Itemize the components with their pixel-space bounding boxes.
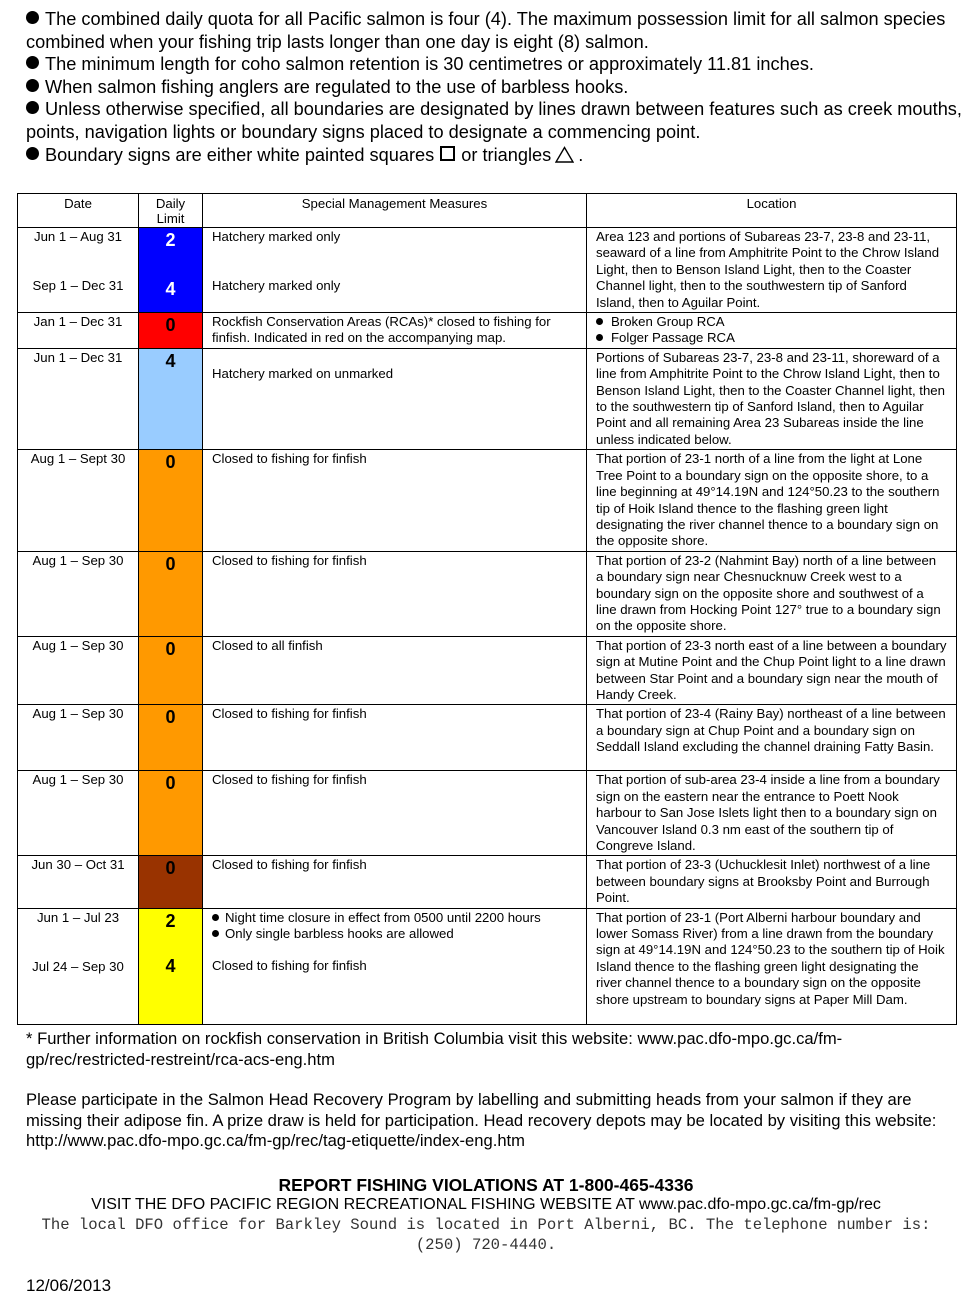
date-cell: Jun 1 – Aug 31 Sep 1 – Dec 31 <box>18 228 139 313</box>
bullet-dot-icon <box>26 56 39 69</box>
bullet-boundary-signs: Boundary signs are either white painted squares or triangles . <box>26 144 966 167</box>
measure-cell: Closed to fishing for finfish <box>203 771 587 856</box>
rca-list-item: Folger Passage RCA <box>596 330 947 346</box>
date-cell: Jan 1 – Dec 31 <box>18 313 139 349</box>
bullet-dot-icon <box>596 318 603 325</box>
table-row <box>18 705 957 771</box>
bullet-dot-icon <box>596 334 603 341</box>
limit-cell: 0 <box>139 705 203 771</box>
bullet-coho-length: The minimum length for coho salmon retention is 30 centimetres or approximately 11.81 inches. <box>26 53 966 76</box>
square-outline-icon <box>440 146 455 161</box>
table-header-row <box>18 194 957 228</box>
rca-list-item: Broken Group RCA <box>596 314 947 330</box>
measure-cell: Closed to fishing for finfish <box>203 856 587 908</box>
head-recovery-note: Please participate in the Salmon Head Recovery Program by labelling and submitting heads from your salmon if they are missing their adipose fin. A prize draw is held for participation. Head recovery depots may be located by visiting this website: http://www.pac.dfo-mpo.gc.ca/fm-gp/rec/tag-etiquette/index-eng.htm <box>26 1090 937 1150</box>
intro-bullets <box>26 8 966 166</box>
bullet-dot-icon <box>26 147 39 160</box>
location-cell: Area 123 and portions of Subareas 23-7, 23-8 and 23-11, seaward of a line from Amphitrite Point to the Chrow Island Light, then to Benson Island Light, then to the Coaster Channel light, then to the southwestern tip of Sanford Island, then to Aguilar Point. <box>587 228 957 313</box>
measure-cell: Closed to fishing for finfish <box>203 551 587 636</box>
location-cell <box>587 313 957 349</box>
date-cell: Aug 1 – Sep 30 <box>18 771 139 856</box>
measure-cell: Hatchery marked on unmarked <box>203 348 587 449</box>
header-location: Location <box>587 194 957 228</box>
date-cell: Jun 1 – Jul 23 Jul 24 – Sep 30 <box>18 908 139 1024</box>
location-cell: That portion of sub-area 23-4 inside a line from a boundary sign on the eastern near the entrance to Poett Nook harbour to San Jose Islets light then to a boundary sign on Vancouver Island 0.3 nm east of the southern tip of Congreve Island. <box>587 771 957 856</box>
document-date: 12/06/2013 <box>26 1276 112 1295</box>
measure-cell: Closed to fishing for finfish <box>203 450 587 551</box>
table-row <box>18 771 957 856</box>
table-row <box>18 856 957 908</box>
bullet-dot-icon <box>26 79 39 92</box>
header-daily-limit: Daily Limit <box>139 194 203 228</box>
limit-cell: 0 <box>139 856 203 908</box>
date-cell: Aug 1 – Sep 30 <box>18 705 139 771</box>
measure-cell: Closed to fishing for finfish <box>203 705 587 771</box>
measure-cell: Hatchery marked only Hatchery marked only <box>203 228 587 313</box>
visit-website: VISIT THE DFO PACIFIC REGION RECREATIONAL FISHING WEBSITE AT www.pac.dfo-mpo.gc.ca/fm-gp/rec <box>91 1196 881 1213</box>
limit-cell: 0 <box>139 450 203 551</box>
limit-cell: 4 <box>139 348 203 449</box>
location-cell: That portion of 23-2 (Nahmint Bay) north of a line between a boundary sign near Chesnucknuw Creek west to a boundary sign on the opposite shore and southwest of a line drawn from Hocking Point 127° true to a boundary sign on the opposite shore. <box>587 551 957 636</box>
location-cell: Portions of Subareas 23-7, 23-8 and 23-11, shoreward of a line from Amphitrite Point to the Chrow Island Light, then to Benson Island Light, then to the Coaster Channel light, then to the southwestern tip of Sanford Island, then to Aguilar Point and all remaining Area 23 Subareas inside the line unless indicated below. <box>587 348 957 449</box>
table-row <box>18 551 957 636</box>
date-cell: Jun 30 – Oct 31 <box>18 856 139 908</box>
date-cell: Aug 1 – Sep 30 <box>18 636 139 705</box>
date-cell: Aug 1 – Sept 30 <box>18 450 139 551</box>
date-cell: Aug 1 – Sep 30 <box>18 551 139 636</box>
table-row <box>18 908 957 1024</box>
limit-cell: 0 <box>139 771 203 856</box>
location-cell: That portion of 23-1 north of a line from the light at Lone Tree Point to a boundary sign on the opposite shore, to a line beginning at 49°14.19N and 124°50.23 to the southern tip of Hoik Island thence to the flashing green light designating the river channel thence to a boundary sign on the opposite shore. <box>587 450 957 551</box>
limit-cell: 0 <box>139 551 203 636</box>
bullet-dot-icon <box>212 930 219 937</box>
triangle-outline-icon <box>555 146 574 163</box>
measure-cell: Closed to all finfish <box>203 636 587 705</box>
header-measures: Special Management Measures <box>203 194 587 228</box>
limit-cell: 2 4 <box>139 908 203 1024</box>
limit-cell: 0 <box>139 313 203 349</box>
rca-footnote: * Further information on rockfish conservation in British Columbia visit this website: www.pac.dfo-mpo.gc.ca/fm-gp/rec/restricted-restreint/rca-acs-eng.htm <box>26 1029 843 1069</box>
table-row <box>18 348 957 449</box>
bullet-dot-icon <box>26 101 39 114</box>
limit-cell: 0 <box>139 636 203 705</box>
table-row <box>18 228 957 313</box>
bullet-dot-icon <box>212 914 219 921</box>
bullet-barbless: When salmon fishing anglers are regulated to the use of barbless hooks. <box>26 76 966 99</box>
measure-bullet: Only single barbless hooks are allowed <box>212 926 577 942</box>
location-cell: That portion of 23-4 (Rainy Bay) northeast of a line between a boundary sign at Chup Point and a boundary sign on Seddall Island excluding the channel draining Fatty Basin. <box>587 705 957 771</box>
regulations-table <box>17 193 957 1025</box>
measure-bullet: Night time closure in effect from 0500 until 2200 hours <box>212 910 577 926</box>
location-cell: That portion of 23-3 north east of a line between a boundary sign at Mutine Point and the Chup Point light to a line drawn between Star Point and a boundary sign near the mouth of Handy Creek. <box>587 636 957 705</box>
report-block <box>0 1175 972 1255</box>
location-cell: That portion of 23-1 (Port Alberni harbour boundary and lower Somass River) from a line drawn from the boundary sign at 49°14.19N and 124°50.23 to the southern tip of Hoik Island thence to the flashing green light designating the river channel thence to a boundary sign on the opposite shore upstream to boundary signs at Paper Mill Dam. <box>587 908 957 1024</box>
table-row <box>18 450 957 551</box>
bullet-dot-icon <box>26 11 39 24</box>
location-cell: That portion of 23-3 (Uchucklesit Inlet) northwest of a line between boundary signs at Brooksby Point and Burrough Point. <box>587 856 957 908</box>
measure-cell: Night time closure in effect from 0500 until 2200 hours Only single barbless hooks are allowed Closed to fishing for finfish <box>203 908 587 1024</box>
office-info: The local DFO office for Barkley Sound is located in Port Alberni, BC. The telephone number is: (250) 720-4440. <box>41 1216 931 1254</box>
bullet-boundaries: Unless otherwise specified, all boundaries are designated by lines drawn between features such as creek mouths, points, navigation lights or boundary signs placed to designate a commencing point. <box>26 99 962 142</box>
header-date: Date <box>18 194 139 228</box>
bullet-quota: The combined daily quota for all Pacific salmon is four (4). The maximum possession limit for all salmon species combined when your fishing trip lasts longer than one day is eight (8) salmon. <box>26 9 946 52</box>
report-violations: REPORT FISHING VIOLATIONS AT 1-800-465-4336 <box>278 1175 694 1195</box>
table-row <box>18 313 957 349</box>
date-cell: Jun 1 – Dec 31 <box>18 348 139 449</box>
table-row <box>18 636 957 705</box>
limit-cell: 2 4 <box>139 228 203 313</box>
measure-cell: Rockfish Conservation Areas (RCAs)* closed to fishing for finfish. Indicated in red on the accompanying map. <box>203 313 587 349</box>
